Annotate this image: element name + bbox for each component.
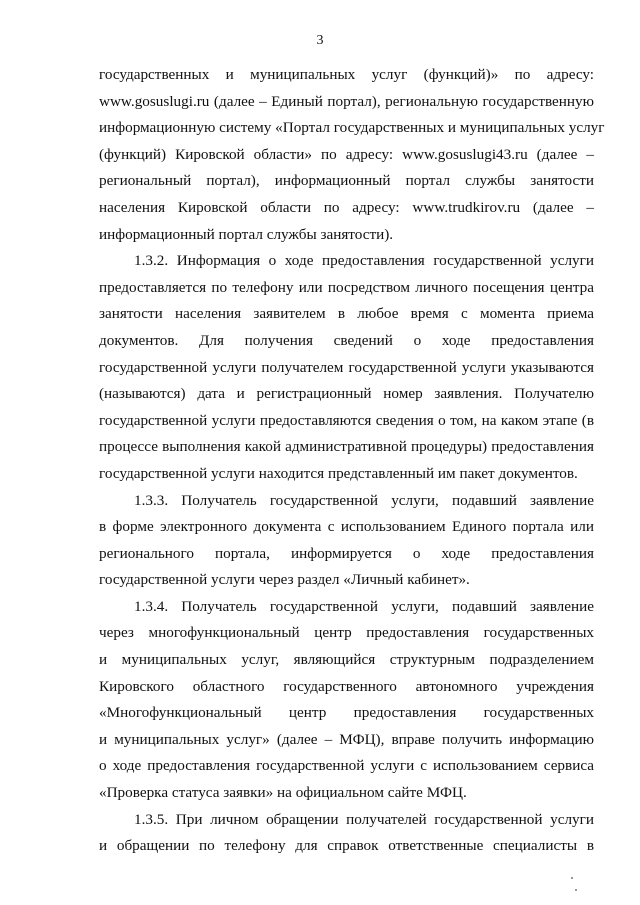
paragraph-1-3-1-continuation <box>99 62 605 248</box>
text-line: «Проверка статуса заявки» на официальном сайте МФЦ. <box>99 784 467 802</box>
paragraph-1-3-3 <box>99 488 594 594</box>
text-line: государственной услуги предоставляются сведения о том, на каком этапе (в <box>99 411 594 429</box>
text-line: документов. Для получения сведений о ходе предоставления <box>99 331 594 349</box>
scan-speck <box>571 877 573 879</box>
text-line: предоставляется по телефону или посредством личного посещения центра <box>99 278 594 296</box>
document-body <box>99 62 605 860</box>
text-line: информационную систему «Портал государственных и муниципальных услуг <box>99 119 605 137</box>
text-line: информационный портал службы занятости). <box>99 225 394 243</box>
text-line: 1.3.5. При личном обращении получателей государственной услуги <box>134 810 594 828</box>
text-line: региональный портал), информационный портал службы занятости <box>99 172 594 190</box>
text-line: 1.3.2. Информация о ходе предоставления государственной услуги <box>134 252 594 270</box>
text-line: процессе выполнения какой административной процедуры) предоставления <box>99 438 594 456</box>
text-line: и обращении по телефону для справок ответственные специалисты в <box>99 837 594 855</box>
text-line: «Многофункциональный центр предоставления государственных <box>99 704 594 722</box>
text-line: населения Кировской области по адресу: www.trudkirov.ru (далее – <box>99 198 594 216</box>
text-line: и муниципальных услуг, являющийся структурным подразделением <box>99 651 594 669</box>
text-line: через многофункциональный центр предоставления государственных <box>99 624 594 642</box>
page-number: 3 <box>316 33 324 48</box>
text-line: 1.3.3. Получатель государственной услуги, подавший заявление <box>134 491 594 509</box>
text-line: государственной услуги через раздел «Личный кабинет». <box>99 571 470 589</box>
text-line: (функций) Кировской области» по адресу: www.gosuslugi43.ru (далее – <box>99 145 594 163</box>
text-line: государственной услуги находится представленный им пакет документов. <box>99 464 578 482</box>
text-line: Кировского областного государственного автономного учреждения <box>99 677 594 695</box>
paragraph-1-3-2 <box>99 248 594 487</box>
text-line: о ходе предоставления государственной услуги с использованием сервиса <box>99 757 594 775</box>
text-line: (называются) дата и регистрационный номер заявления. Получателю <box>99 385 594 403</box>
text-line: государственных и муниципальных услуг (функций)» по адресу: <box>99 66 594 83</box>
text-line: 1.3.4. Получатель государственной услуги, подавший заявление <box>134 597 594 615</box>
scan-speck <box>575 889 577 891</box>
text-line: и муниципальных услуг» (далее – МФЦ), вправе получить информацию <box>99 730 594 748</box>
text-line: www.gosuslugi.ru (далее – Единый портал), региональную государственную <box>99 92 594 110</box>
text-line: регионального портала, информируется о ходе предоставления <box>99 544 594 562</box>
text-line: государственной услуги получателем государственной услуги указываются <box>99 358 594 376</box>
paragraph-1-3-5 <box>99 807 594 860</box>
paragraph-1-3-4 <box>99 594 594 807</box>
text-line: занятости населения заявителем в любое время с момента приема <box>99 305 594 323</box>
text-line: в форме электронного документа с использованием Единого портала или <box>99 518 594 536</box>
